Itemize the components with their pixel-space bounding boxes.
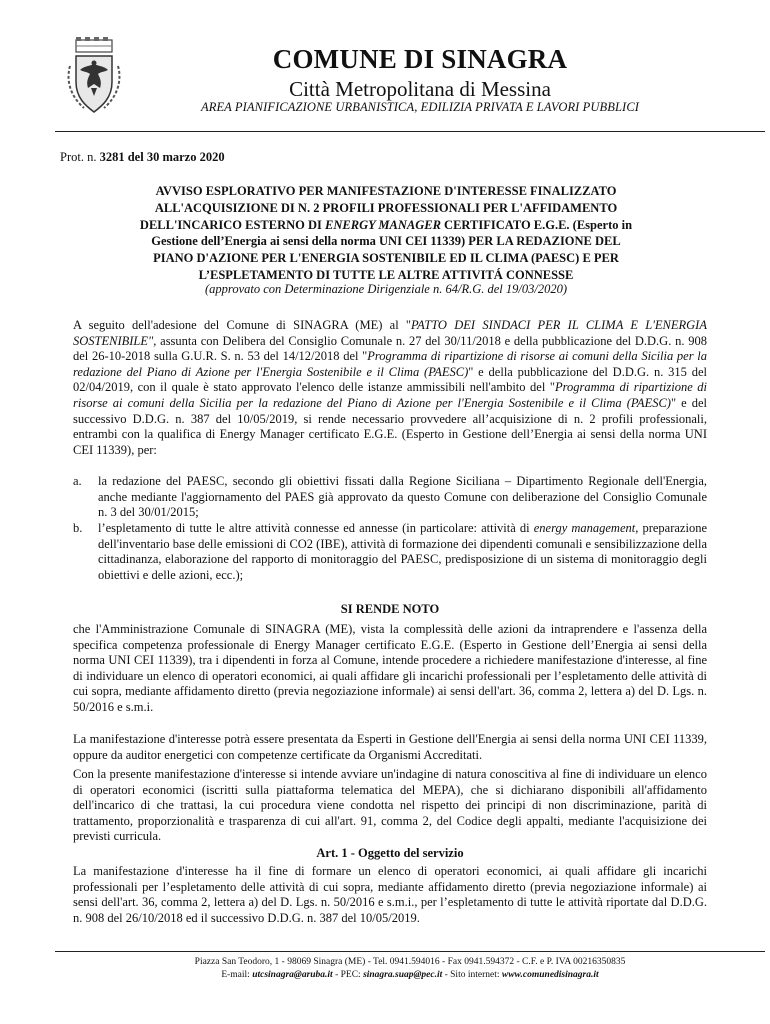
procedure-paragraph: Con la presente manifestazione d'interesse si intende avviare un'indagine di natura conoscitiva al fine di individuare un elenco di operatori economici (iscritti sulla piattaforma telematica del MEPA), che si dichiarano disponibili all'affidamento dell'incarico di che trattasi, la cui procedura viene condotta nel rispetto dei principi di non discriminazione, parità di trattamento, proporzionalità e trasparenza di cui all'art. 91, comma 2, del Codice degli appalti, mediante l'acquisizione dei previsti curricula.: [73, 767, 707, 844]
footer-label: E-mail:: [221, 970, 253, 980]
header-divider: [55, 131, 765, 132]
paragraph-text: A seguito dell'adesione del Comune di SINAGRA (ME) al ": [73, 318, 412, 332]
section-heading: SI RENDE NOTO: [340, 602, 440, 616]
footer-website-link[interactable]: www.comunedisinagra.it: [501, 970, 599, 980]
notice-paragraph: che l'Amministrazione Comunale di SINAGRA (ME), vista la complessità delle azioni da intraprendere e l'assenza della specifica competenza professionale di Energy Manager certificato E.G.E. (Esperto in Gestione dell’Energia ai sensi della norma UNI CEI 11339), tra i dipendenti in forza al Comune, intende procedere a richiedere manifestazione d'interesse, al fine di individuare un elenco di operatori economici, ai quali affidare gli incarichi professionali per l’espletamento delle attività di cui sopra, mediante affidamento diretto (previa negoziazione informale) ai sensi dell'art. 36, comma 2, lettera a) del D. Lgs. n. 50/2016 e s.m.i.: [73, 622, 707, 714]
eligibility-paragraph: La manifestazione d'interesse potrà essere presentata da Esperti in Gestione dell'Energia ai sensi della norma UNI CEI 11339, oppure da auditor energetici con competenze certificate da Organismi Accreditati.: [73, 732, 707, 762]
article-heading: Art. 1 - Oggetto del servizio: [316, 846, 464, 860]
list-marker: b.: [73, 521, 83, 535]
notice-title-line: AVVISO ESPLORATIVO PER MANIFESTAZIONE D'INTERESSE FINALIZZATO: [155, 184, 617, 198]
list-item-italic: energy management: [533, 521, 636, 535]
footer-contacts: [55, 970, 765, 980]
notice-title-italic: ENERGY MANAGER: [325, 217, 441, 232]
notice-title-text: DELL'INCARICO ESTERNO DI: [139, 217, 326, 232]
list-item-b: [73, 521, 707, 583]
notice-title-line: Gestione dell’Energia ai sensi della norma UNI CEI 11339) PER LA REDAZIONE DEL: [151, 234, 621, 249]
intro-paragraph: [73, 318, 707, 458]
protocol-prefix: Prot. n.: [60, 150, 100, 164]
notice-title-line: ALL'ACQUISIZIONE DI N. 2 PROFILI PROFESSIONALI PER L'AFFIDAMENTO: [154, 200, 618, 215]
notice-title: [66, 183, 706, 284]
list-item-text: , preparazione dell'inventario base delle emissioni di CO2 (IBE), attività di formazione dei dipendenti comunali e sensibilizzazione della cittadinanza, elaborazione del rapporto di monitoraggio del PAESC, predisposizione di un sistema di monitoraggio degli obiettivi e delle azioni, ecc.);: [98, 521, 708, 582]
paragraph-text: " e del successivo D.D.G. n. 387 del 10/05/2019, si rende necessario provvedere all’acquisizione di n. 2 profili professionali, entrambi con la qualifica di Energy Manager certificato E.G.E. (Esperto in Gestione dell’Energia ai sensi della norma UNI CEI 11339), per:: [73, 395, 708, 457]
municipality-subtitle: Città Metropolitana di Messina: [289, 77, 551, 101]
list-item-a: [73, 474, 707, 521]
protocol-value: 3281 del 30 marzo 2020: [99, 150, 225, 164]
list-marker: a.: [73, 474, 82, 488]
protocol-number: [60, 150, 225, 165]
paragraph-text: " e della pubblicazione del D.D.G. n. 315 del 02/04/2019, con il quale è stato approvato l'elenco delle istanze ammissibili nell'ambito del ": [73, 364, 707, 395]
footer-email-link[interactable]: utcsinagra@aruba.it: [252, 970, 333, 980]
municipality-title: COMUNE DI SINAGRA: [272, 44, 568, 74]
footer-pec-link[interactable]: sinagra.suap@pec.it: [363, 970, 443, 980]
notice-title-line: L’ESPLETAMENTO DI TUTTE LE ALTRE ATTIVITÁ CONNESSE: [198, 267, 574, 282]
notice-title-line: [66, 217, 706, 234]
article-paragraph: La manifestazione d'interesse ha il fine di formare un elenco di operatori economici, ai quali affidare gli incarichi professionali per l’espletamento delle attività di cui sopra, mediante affidamento diretto (previa negoziazione informale) ai sensi dell'art. 36, comma 2, lettera a) del D. Lgs. n. 50/2016 e s.m.i., per l’espletamento di tutte le attività riportate dal D.D.G. n. 908 del 26/10/2018 ed il successivo D.D.G. n. 387 del 10/05/2019.: [73, 864, 707, 925]
approval-note: (approvato con Determinazione Dirigenziale n. 64/R.G. del 19/03/2020): [205, 282, 567, 296]
department-name: AREA PIANIFICAZIONE URBANISTICA, EDILIZIA PRIVATA E LAVORI PUBBLICI: [200, 100, 640, 114]
footer-divider: [55, 951, 765, 952]
footer-label: - Sito internet:: [442, 970, 502, 980]
footer-address: Piazza San Teodoro, 1 - 98069 Sinagra (ME) - Tel. 0941.594016 - Fax 0941.594372 - C.F. e P. IVA 00216350835: [194, 957, 626, 967]
list-item-text: la redazione del PAESC, secondo gli obiettivi fissati dalla Regione Siciliana – Dipartimento Regionale dell'Energia, anche mediante l'aggiornamento del PAES già approvato da questo Comune con deliberazione del Consiglio Comunale n. 3 del 30/01/2015;: [98, 474, 707, 520]
paragraph-text: assunta con Delibera del Consiglio Comunale n. 27 del 30/11/2018 e della pubblicazione del D.D.G. n. 908 del 26-10-2018 sulla G.U.R. S. n. 53 del 14/12/2018 del ": [73, 333, 707, 364]
footer-label: - PEC:: [332, 970, 364, 980]
municipal-crest-icon: [62, 36, 126, 116]
paragraph-italic: Programma di ripartizione di risorse ai comuni della Sicilia per la redazione del Piano di Azione per l'Energia Sostenibile e il Clima (PAESC): [73, 349, 707, 379]
paragraph-italic: Programma di ripartizione di risorse ai comuni della Sicilia per la redazione del Piano di Azione per l'Energia Sostenibile e il Clima (PAESC): [73, 380, 707, 410]
list-item-text: l’espletamento di tutte le altre attività connesse ed annesse (in particolare: attività di: [98, 521, 534, 535]
paragraph-italic: PATTO DEI SINDACI PER IL CLIMA E L'ENERGIA SOSTENIBILE",: [73, 318, 707, 348]
notice-title-text: CERTIFICATO E.G.E. (Esperto in: [440, 217, 633, 232]
notice-title-line: PIANO D'AZIONE PER L'ENERGIA SOSTENIBILE ED IL CLIMA (PAESC) E PER: [153, 251, 619, 266]
